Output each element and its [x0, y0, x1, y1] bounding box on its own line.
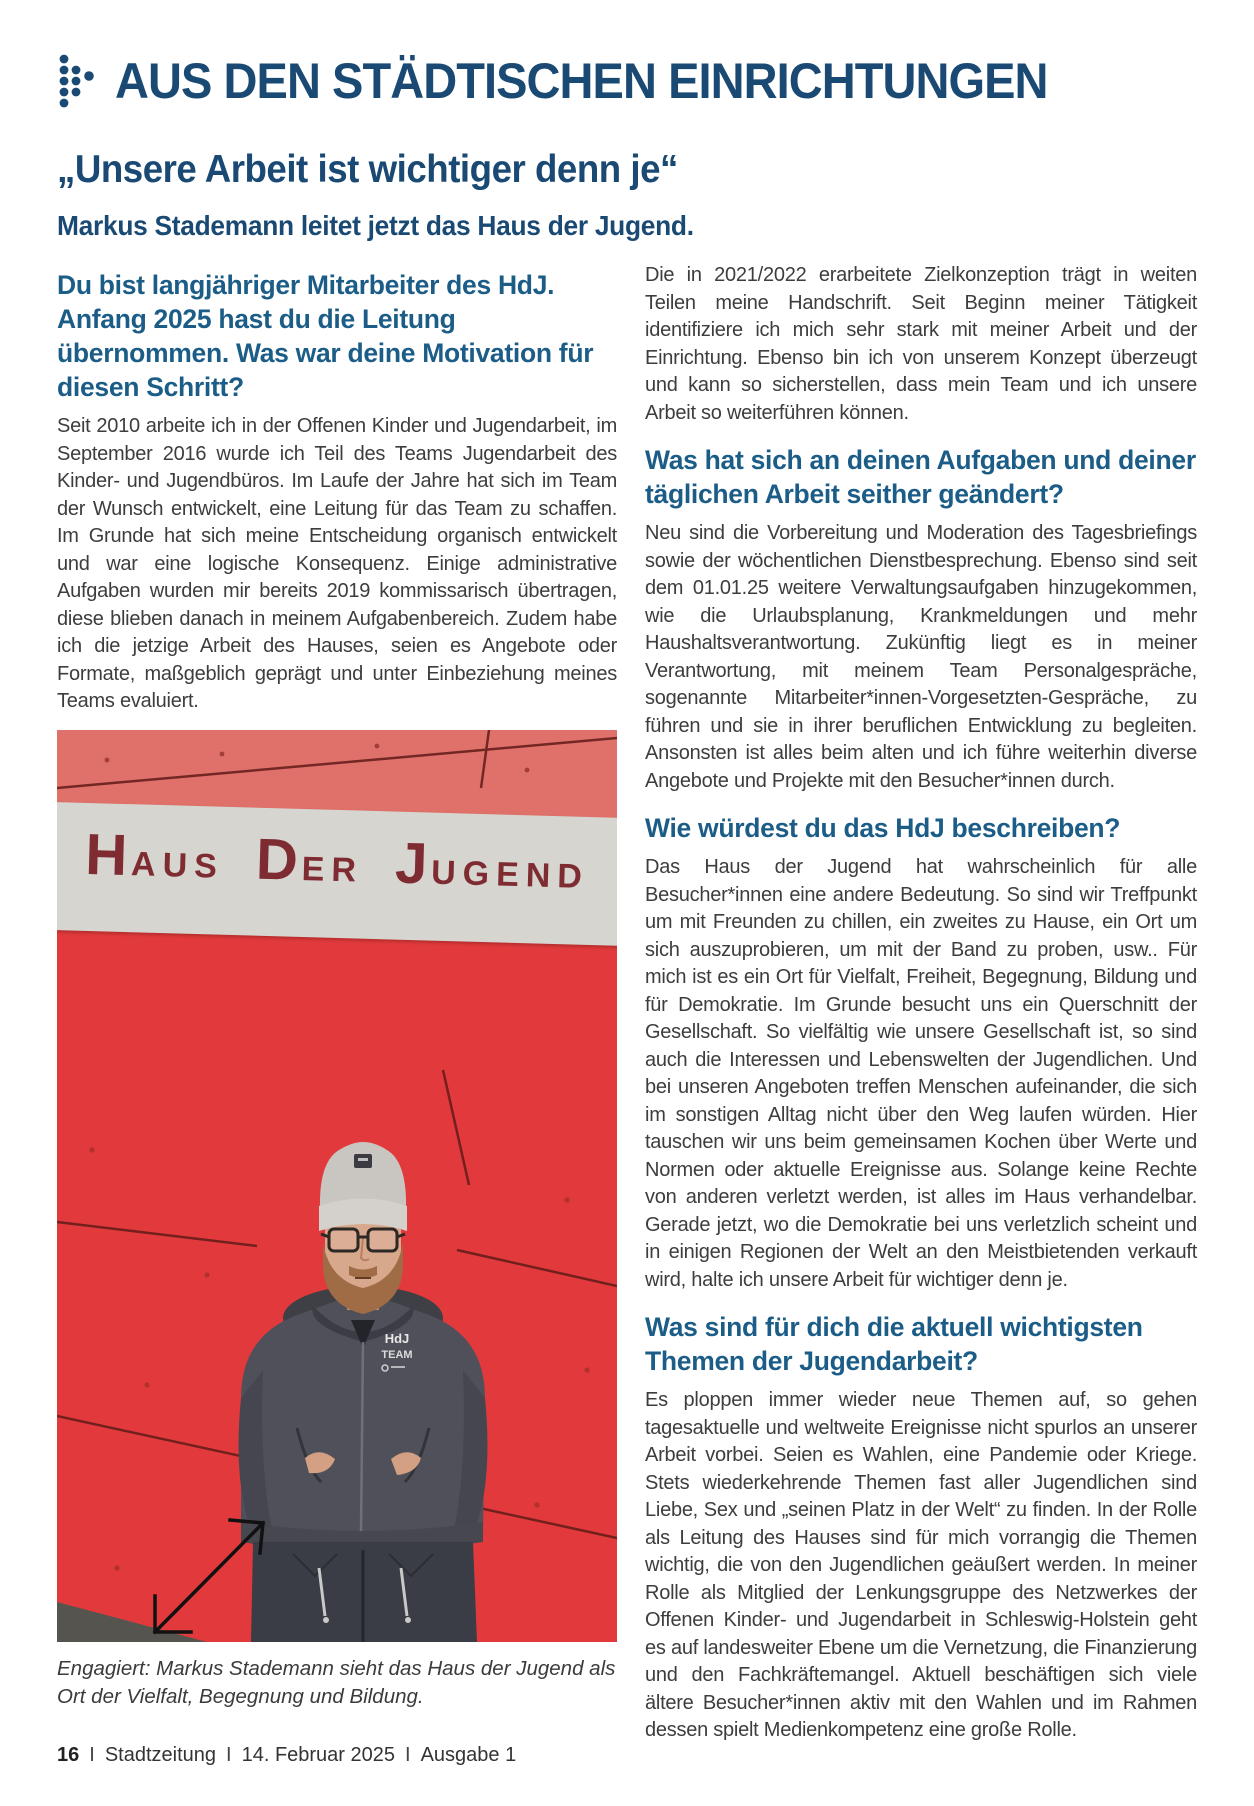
- photo-caption: Engagiert: Markus Stademann sieht das Haus der Jugend als Ort der Vielfalt, Begegnung und Bildung.: [57, 1656, 616, 1708]
- question-heading-4: Was sind für dich die aktuell wichtigsten Themen der Jugendarbeit?: [645, 1312, 1143, 1376]
- svg-text:TEAM: TEAM: [381, 1348, 413, 1361]
- answer-paragraph-2: Neu sind die Vorbereitung und Moderation des Tagesbriefings sowie der wöchentlichen Dienstbesprechung. Ebenso sind seit dem 01.01.25 weitere Verwaltungsaufgaben hinzugekommen, wie die Urlaubsplanung, Krankmeldungen und mehr Haushaltsverantwortung. Zukünftig liegt es in meiner Verantwortung, mit meinem Team Personalgespräche, sogenannte Mitarbeiter*innen-Vorgesetzten-Gespräche, zu führen und sie in ihrer beruflichen Entwicklung zu begleiten. Ansonsten ist alles beim alten und ich führe weiterhin diverse Angebote und Projekte mit den Besucher*innen durch.: [645, 522, 1197, 792]
- footer-separator: I: [226, 1744, 232, 1766]
- dotted-arrow-icon: [57, 52, 99, 110]
- article-title: „Unsere Arbeit ist wichtiger denn je“: [57, 148, 678, 191]
- sign-word-der: DER: [255, 826, 364, 893]
- sign-word-haus: HAUS: [84, 821, 225, 888]
- answer-paragraph-3: Das Haus der Jugend hat wahrscheinlich für alle Besucher*innen eine andere Bedeutung. So sind wir Treffpunkt um mit Freunden zu chillen, ein zweites zu Hause, ein Ort um sich auszuprobieren, um mit der Band zu proben, usw.. Für mich ist es ein Ort für Vielfalt, Freiheit, Begegnung, Bildung und für Demokratie. Im Grunde besucht uns ein Querschnitt der Gesellschaft. So vielfältig wie unsere Gesellschaft ist, so sind auch die Interessen und Lebenswelten der Jugendlichen. Und bei unseren Angeboten treffen Menschen aufeinander, die sich im sonstigen Alltag nicht über den Weg laufen würden. Hier tauschen wir uns beim gemeinsamen Kochen über Werte und Normen oder aktuelle Ereignisse aus. Solange keine Rechte von anderen verletzt werden, ist alles im Haus verhandelbar. Gerade jetzt, wo die Demokratie bei uns verletzlich scheint und in einigen Regionen der Welt an den Meistbietenden verkauft wird, halte ich unsere Arbeit für wichtiger denn je.: [645, 856, 1197, 1291]
- issue-number: Ausgabe 1: [420, 1744, 517, 1766]
- pants: [251, 1542, 477, 1642]
- question-heading-1: Du bist langjähriger Mitarbeiter des HdJ. Anfang 2025 hast du die Leitung übernommen. Was war deine Motivation für diesen Schritt?: [57, 270, 594, 402]
- sign-word-jugend: JUGEND: [394, 830, 590, 897]
- photo-markus-stademann: [57, 730, 617, 1642]
- answer-paragraph-4: Es ploppen immer wieder neue Themen auf, so gehen tagesaktuelle und weltweite Ereignisse nicht spurlos an unserer Arbeit vorbei. Seien es Wahlen, eine Pandemie oder Kriege. Stets wiederkehrende Themen fast aller Jugendlichen sind Liebe, Sex und „seinen Platz in der Welt“ zu finden. In der Rolle als Leitung des Hauses sind für mich vorrangig die Themen wichtig, die von den Jugendlichen geäußert werden. In meiner Rolle als Mitglied der Lenkungsgruppe des Netzwerkes der Offenen Kinder- und Jugendarbeit in Schleswig-Holstein geht es auf landesweiter Ebene um die Vernetzung, die Finanzierung und den Fachkräftemangel. Aktuell beschäftigen sich viele ältere Besucher*innen aktiv mit den Wahlen und im Rahmen dessen spielt Medienkompetenz eine große Rolle.: [645, 1389, 1197, 1741]
- right-column: [645, 256, 1197, 1745]
- article-subtitle: Markus Stademann leitet jetzt das Haus der Jugend.: [57, 210, 694, 241]
- issue-date: 14. Februar 2025: [241, 1744, 396, 1766]
- question-heading-3: Wie würdest du das HdJ beschreiben?: [645, 813, 1121, 843]
- foreground-object: [57, 1602, 207, 1642]
- question-heading-2: Was hat sich an deinen Aufgaben und deiner täglichen Arbeit seither geändert?: [645, 445, 1196, 509]
- section-kicker-title: AUS DEN STÄDTISCHEN EINRICHTUNGEN: [115, 53, 1048, 109]
- answer-paragraph-1: Seit 2010 arbeite ich in der Offenen Kinder und Jugendarbeit, im September 2016 wurde ich Teil des Teams Jugendarbeit des Kinder- und Jugendbüros. Im Laufe der Jahre hat sich im Team der Wunsch entwickelt, eine Leitung für das Team zu schaffen. Im Grunde hat sich meine Entscheidung organisch entwickelt und war eine logische Konsequenz. Einige administrative Aufgaben wurden mir bereits 2019 kommissarisch übertragen, diese blieben danach in meinem Aufgabenbereich. Zudem habe ich die jetzige Arbeit des Hauses, seien es Angebote oder Formate, maßgeblich geprägt und unter Einbeziehung meines Teams evaluiert.: [57, 415, 617, 712]
- answer-paragraph-1-continued: Die in 2021/2022 erarbeitete Zielkonzeption trägt in weiten Teilen meine Handschrift. Seit Beginn meiner Tätigkeit identifiziere ich mich sehr stark mit meiner Arbeit und der Einrichtung. Ebenso bin ich von unserem Konzept überzeugt und kann so sicherstellen, dass mein Team und ich unsere Arbeit so weiterführen können.: [645, 264, 1197, 424]
- left-column: [57, 262, 617, 1711]
- photo-illustration: [57, 730, 617, 1642]
- person-markus: [239, 1142, 488, 1642]
- page-number: 16: [57, 1744, 80, 1766]
- section-kicker: [57, 52, 1107, 110]
- page-footer: [57, 1744, 516, 1767]
- wall-rivets: [105, 743, 530, 772]
- footer-separator: I: [405, 1744, 411, 1766]
- footer-separator: I: [89, 1744, 95, 1766]
- svg-text:HdJ: HdJ: [384, 1330, 410, 1346]
- publication-name: Stadtzeitung: [104, 1744, 217, 1766]
